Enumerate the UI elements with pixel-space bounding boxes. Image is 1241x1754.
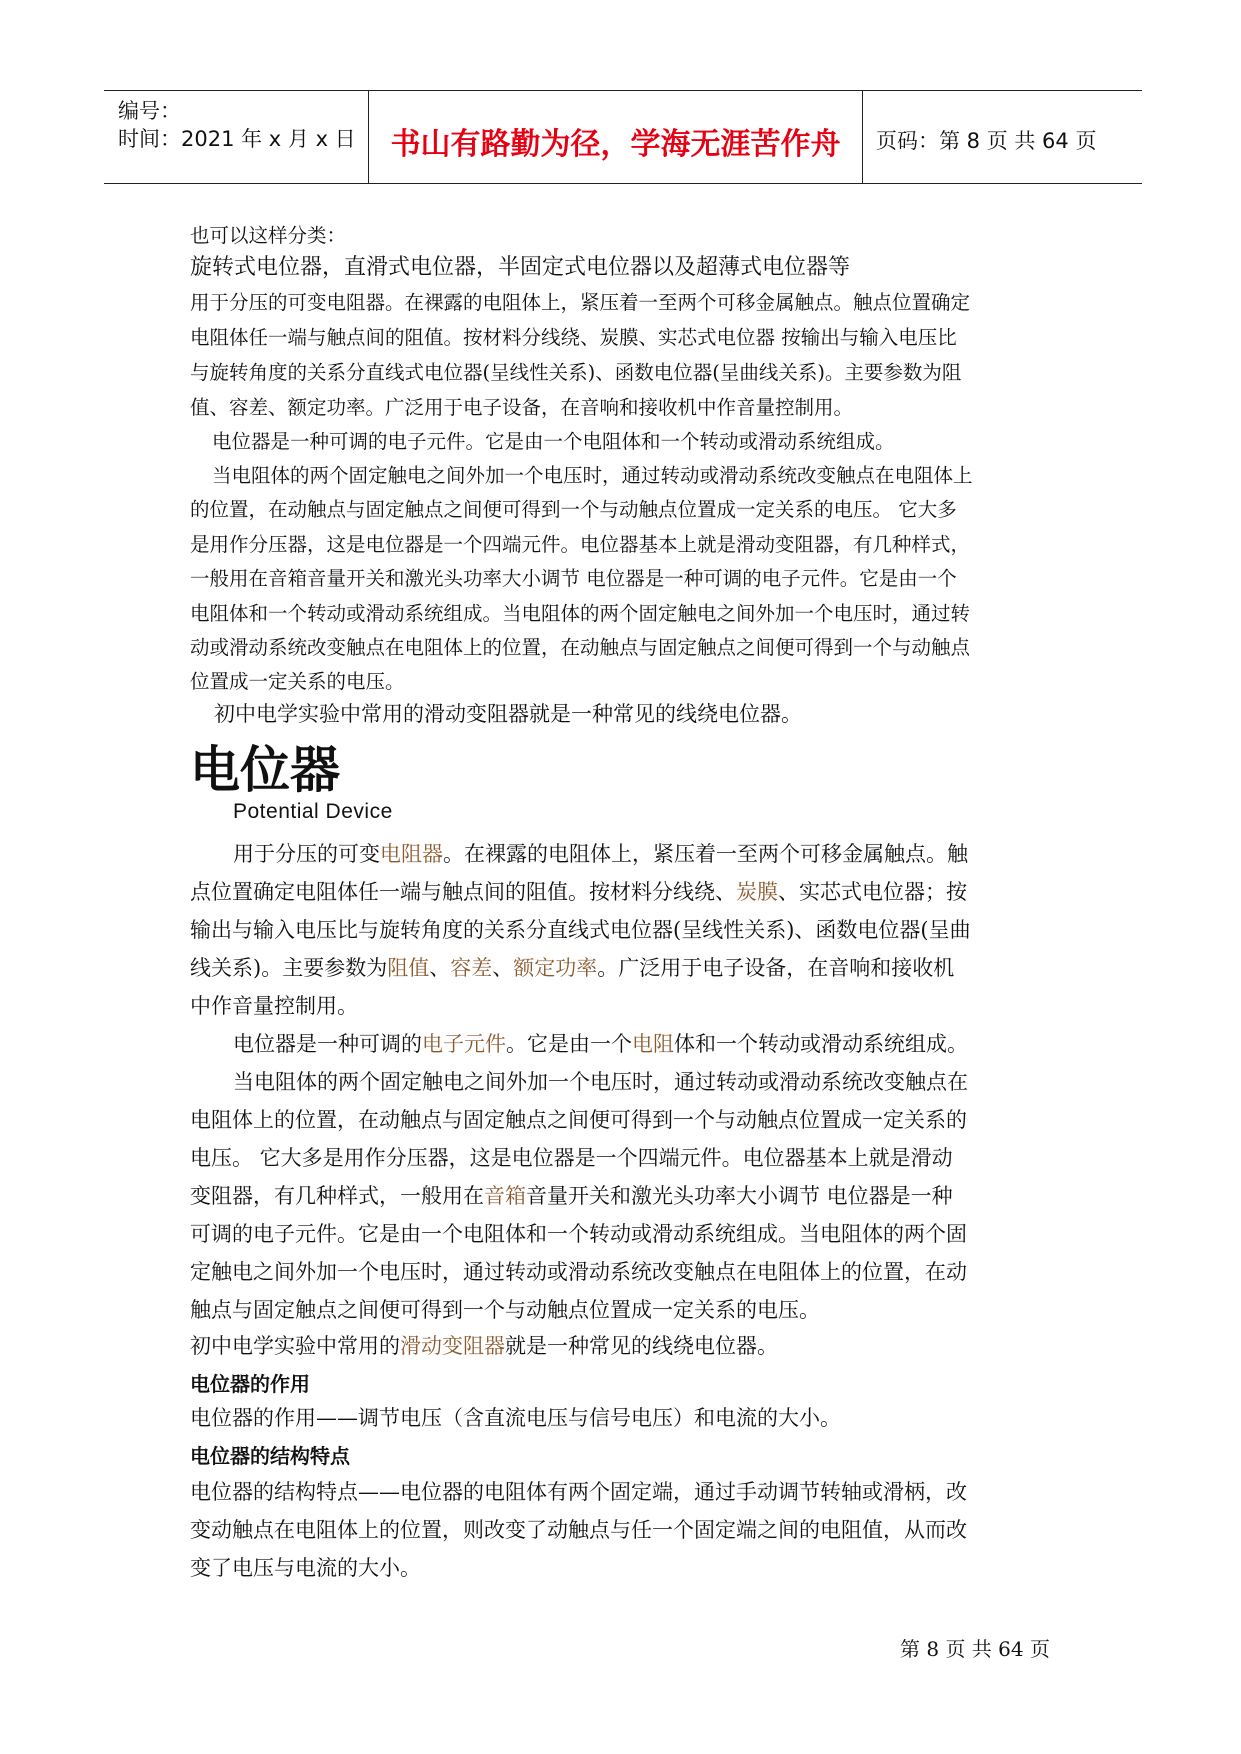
text-line — [190, 1330, 1070, 1360]
link-speaker-box[interactable]: 音箱 — [484, 1184, 526, 1208]
text-line: 也可以这样分类： — [190, 224, 347, 247]
text-line: 电阻体和一个转动或滑动系统组成。当电阻体的两个固定触电之间外加一个电压时，通过转 — [190, 602, 971, 625]
article-title: 电位器 — [190, 741, 340, 799]
link-resistor[interactable]: 电阻器 — [380, 842, 443, 866]
header-motto-cell — [369, 91, 863, 183]
text-span: 用于分压的可变 — [233, 842, 380, 866]
text-line — [190, 952, 1070, 982]
text-line: 与旋转角度的关系分直线式电位器(呈线性关系)、函数电位器(呈曲线关系)。主要参数为阻 — [190, 361, 962, 384]
text-line: 值、容差、额定功率。广泛用于电子设备，在音响和接收机中作音量控制用。 — [190, 396, 854, 419]
text-span: 线关系)。主要参数为 — [190, 956, 388, 980]
link-rated-power[interactable]: 额定功率 — [513, 956, 598, 980]
number-label: 编号： — [118, 99, 181, 123]
english-title: Potential Device — [233, 800, 393, 823]
text-span: 体和一个转动或滑动系统组成。 — [674, 1032, 968, 1056]
link-electronic-component[interactable]: 电子元件 — [422, 1032, 506, 1056]
text-span: 音量开关和激光头功率大小调节 电位器是一种 — [526, 1184, 953, 1208]
text-line — [233, 1028, 1113, 1058]
heading-function: 电位器的作用 — [190, 1372, 310, 1396]
link-resistance[interactable]: 阻值 — [387, 956, 430, 980]
link-sliding-rheostat[interactable]: 滑动变阻器 — [400, 1334, 505, 1358]
text-span: 、 — [429, 956, 451, 980]
header-table — [104, 90, 1142, 184]
header-info-cell — [104, 91, 369, 183]
page-footer: 第 8 页 共 64 页 — [900, 1637, 1050, 1661]
text-line — [190, 876, 1070, 906]
text-line: 当电阻体的两个固定触电之间外加一个电压时，通过转动或滑动系统改变触点在电阻体上 — [212, 464, 973, 487]
text-line: 电位器是一种可调的电子元件。它是由一个电阻体和一个转动或滑动系统组成。 — [212, 430, 895, 453]
text-line: 中作音量控制用。 — [190, 994, 358, 1018]
text-line: 位置成一定关系的电压。 — [190, 670, 405, 693]
page-label: 页码：第 8 页 共 64 页 — [876, 129, 1097, 153]
text-line — [190, 1180, 1070, 1210]
text-line: 可调的电子元件。它是由一个电阻体和一个转动或滑动系统组成。当电阻体的两个固 — [190, 1222, 967, 1246]
text-line: 电阻体任一端与触点间的阻值。按材料分线绕、炭膜、实芯式电位器 按输出与输入电压比 — [190, 326, 957, 349]
text-line: 旋转式电位器，直滑式电位器，半固定式电位器以及超薄式电位器等 — [190, 255, 851, 280]
heading-structure: 电位器的结构特点 — [190, 1444, 350, 1468]
text-span: 。在裸露的电阻体上，紧压着一至两个可移金属触点。触 — [443, 842, 968, 866]
text-span: 变阻器，有几种样式，一般用在 — [190, 1184, 484, 1208]
text-line: 一般用在音箱音量开关和激光头功率大小调节 电位器是一种可调的电子元件。它是由一个 — [190, 567, 957, 590]
text-line: 动或滑动系统改变触点在电阻体上的位置，在动触点与固定触点之间便可得到一个与动触点 — [190, 636, 971, 659]
text-line: 触点与固定触点之间便可得到一个与动触点位置成一定关系的电压。 — [190, 1298, 820, 1322]
text-span: 、实芯式电位器；按 — [778, 880, 967, 904]
text-span: 。它是由一个 — [506, 1032, 632, 1056]
motto: 书山有路勤为径，学海无涯苦作舟 — [390, 127, 841, 162]
text-span: 点位置确定电阻体任一端与触点间的阻值。按材料分线绕、 — [190, 880, 736, 904]
text-line: 变动触点在电阻体上的位置，则改变了动触点与任一个固定端之间的电阻值，从而改 — [190, 1518, 967, 1542]
link-carbon-film[interactable]: 炭膜 — [736, 880, 778, 904]
text-line: 电阻体上的位置，在动触点与固定触点之间便可得到一个与动触点位置成一定关系的 — [190, 1108, 967, 1132]
text-line: 当电阻体的两个固定触电之间外加一个电压时，通过转动或滑动系统改变触点在 — [233, 1070, 968, 1094]
header-page-cell — [864, 91, 1142, 183]
text-line: 电位器的结构特点——电位器的电阻体有两个固定端，通过手动调节转轴或滑柄，改 — [190, 1480, 967, 1504]
text-line — [233, 838, 1113, 868]
link-tolerance[interactable]: 容差 — [450, 956, 493, 980]
text-span: 电位器是一种可调的 — [233, 1032, 422, 1056]
text-line: 初中电学实验中常用的滑动变阻器就是一种常见的线绕电位器。 — [214, 702, 802, 726]
text-line: 电压。 它大多是用作分压器，这是电位器是一个四端元件。电位器基本上就是滑动 — [190, 1146, 953, 1170]
text-line: 用于分压的可变电阻器。在裸露的电阻体上，紧压着一至两个可移金属触点。触点位置确定 — [190, 291, 971, 314]
text-line: 是用作分压器，这是电位器是一个四端元件。电位器基本上就是滑动变阻器，有几种样式， — [190, 533, 971, 556]
link-resistor-body[interactable]: 电阻 — [632, 1032, 674, 1056]
text-line: 变了电压与电流的大小。 — [190, 1556, 421, 1580]
text-span: 初中电学实验中常用的 — [190, 1334, 400, 1358]
text-span: 、 — [492, 956, 514, 980]
text-line: 输出与输入电压比与旋转角度的关系分直线式电位器(呈线性关系)、函数电位器(呈曲 — [190, 918, 971, 942]
text-span: 就是一种常见的线绕电位器。 — [505, 1334, 778, 1358]
text-line: 定触电之间外加一个电压时，通过转动或滑动系统改变触点在电阻体上的位置，在动 — [190, 1260, 967, 1284]
text-span: 。广泛用于电子设备，在音响和接收机 — [597, 956, 955, 980]
time-label: 时间：2021 年 x 月 x 日 — [118, 127, 356, 151]
text-line: 的位置，在动触点与固定触点之间便可得到一个与动触点位置成一定关系的电压。 它大多 — [190, 498, 957, 521]
text-line: 电位器的作用——调节电压（含直流电压与信号电压）和电流的大小。 — [190, 1406, 841, 1430]
